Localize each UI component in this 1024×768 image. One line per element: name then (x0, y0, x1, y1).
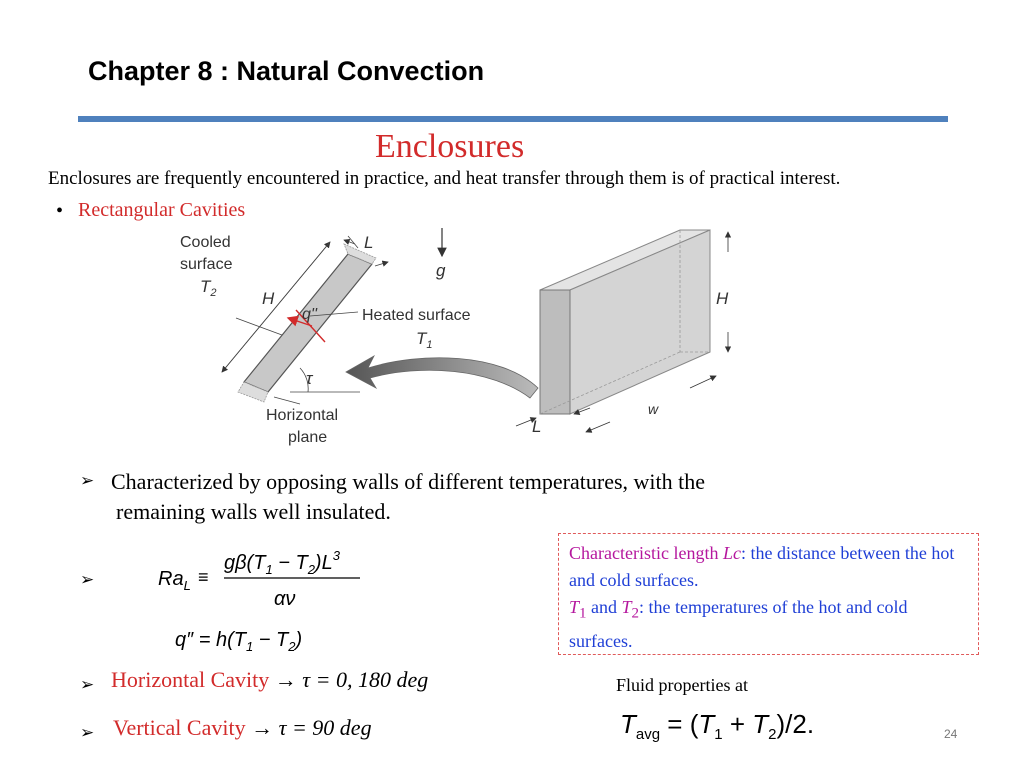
vertical-cavity-angle: → τ = 90 deg (251, 715, 372, 740)
note-def-2: : the temperatures of the hot and cold surfaces. (569, 597, 908, 651)
svg-text:q″ = h(T1 − T2): $q'' = h(T_1 - T_2)$ (175, 629, 303, 654)
horizontal-cavity-label: Horizontal Cavity (111, 667, 270, 692)
t2-label: $T_2$ (200, 277, 217, 299)
point-3-text (111, 667, 428, 693)
h-label-right: H (716, 289, 729, 308)
rayleigh-formula (158, 543, 368, 613)
w-label: w (648, 401, 659, 417)
note-term-1-var: Lc (722, 543, 741, 563)
svg-text:Tavg = (T1 + T2)/2.: $T_{avg} = (T_1 + T_2)/2$. (620, 709, 815, 743)
point-2-arrow: ➢ (80, 570, 95, 590)
title-rule (78, 116, 948, 122)
section-heading: Enclosures (375, 128, 525, 165)
horizontal-cavity-angle: → τ = 0, 180 deg (274, 667, 429, 692)
note-and: and (586, 597, 622, 617)
point-1-text (111, 467, 801, 527)
note-def-1: : the distance between the hot and cold surfaces. (569, 543, 955, 590)
point-3-arrow: ➢ (80, 675, 95, 695)
q-flux-label: q'' (302, 306, 318, 323)
curved-arrow (346, 356, 538, 398)
bullet-marker: • (56, 200, 64, 222)
note-t1: $T_1$ (569, 597, 587, 622)
l-label-top: L (364, 233, 374, 252)
point-1-line-1: Characterized by opposing walls of different temperatures, with the (111, 469, 706, 494)
point-4-arrow: ➢ (80, 723, 95, 743)
point-1-arrow: ➢ (80, 471, 95, 491)
chapter-title: Chapter 8 : Natural Convection (88, 56, 485, 86)
vertical-cavity-label: Vertical Cavity (113, 715, 246, 740)
horizontal-plane-label-2: plane (288, 429, 328, 446)
definition-note-box (558, 533, 979, 655)
cooled-label-2: surface (180, 256, 233, 273)
ra-equiv: ≡ (198, 567, 209, 587)
intro-text: Enclosures are frequently encountered in practice, and heat transfer through them is of practical interest. (48, 168, 841, 189)
fluid-properties-label: Fluid properties at (616, 675, 748, 695)
tau-label: τ (306, 369, 313, 388)
heat-flux-formula (175, 622, 345, 656)
horizontal-plane-label-1: Horizontal (266, 407, 339, 424)
note-t2: $T_2$ (621, 597, 640, 622)
cavity-figure (170, 222, 750, 462)
point-4-text (113, 715, 372, 741)
rectangular-box (516, 230, 728, 432)
heated-surface-label: Heated surface (362, 307, 471, 324)
note-term-1: Characteristic length (569, 543, 723, 563)
h-label-left: H (262, 289, 275, 308)
tavg-formula (620, 703, 860, 747)
ra-lhs: $Ra_L$ (158, 568, 191, 593)
ra-denominator: αν (274, 588, 296, 610)
ra-numerator: $g\beta(T_1 - T_2)L^3$ (224, 548, 340, 577)
cooled-label-1: Cooled (180, 234, 231, 251)
bullet-label: Rectangular Cavities (78, 199, 246, 221)
g-label: g (436, 261, 446, 280)
page-number: 24 (944, 727, 958, 741)
t1-label: $T_1$ (416, 329, 433, 351)
l-label-bottom: L (532, 417, 542, 436)
point-1-line-2: remaining walls well insulated. (116, 499, 391, 524)
